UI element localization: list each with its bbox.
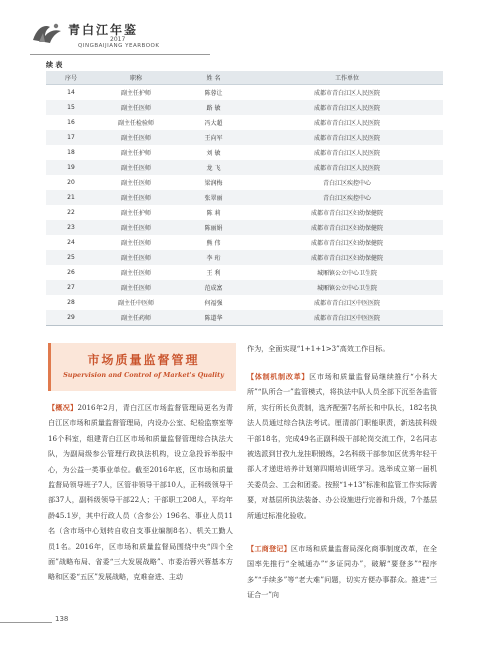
cell-number: 15 — [46, 100, 96, 115]
cell-unit: 成都市青白江区中医医院 — [251, 310, 443, 326]
table-row — [46, 85, 443, 101]
table-row — [46, 145, 443, 160]
table-row — [46, 130, 443, 145]
cell-title: 副主任检验师 — [117, 120, 154, 127]
cell-unit: 成都市青白江区中医医院 — [313, 300, 380, 307]
cell-title: 副主任医师 — [96, 220, 176, 235]
yearbook-logo-icon — [30, 18, 64, 48]
cell-name: 冯大超 — [204, 120, 223, 127]
cell-name: 陈丽娟 — [176, 220, 251, 235]
table-header-row — [46, 71, 443, 85]
cell-title: 副主任医师 — [120, 270, 151, 277]
cell-unit: 成都市青白江区人民医院 — [251, 100, 443, 115]
overview-continuation — [247, 341, 437, 356]
reform-text: 区市场和质量监督局继续推行“小科大所”“队所合一”监管模式，将执法中队人员全部下沉至各监管所，实行所长负责制，选齐配强7名所长和中队长，182名执法人员通过综合执法考试。厘清部门职能职责，新选拔科级干部18名，完成49名正副科级干部轮岗交流工作，2名同志被选派到甘孜九龙挂职锻炼，2名科级干部参加区优秀年轻干部人才递进培养计划第四期培训班学习。选举成立第一届机关委员会、工会和团委。按照“1+13”标准和监管工作实际需要，对基层所执法装备、办公设施进行完善和升级，7个基层所通过标准化验收。 — [247, 372, 437, 520]
section-banner — [48, 343, 236, 391]
cell-number: 26 — [67, 269, 75, 276]
header-year: 2017 — [110, 36, 126, 43]
table-row — [46, 190, 443, 205]
cell-title: 副主任护师 — [120, 150, 151, 157]
registration-paragraph — [247, 541, 437, 603]
cell-unit: 成都市青白江区人民医院 — [251, 130, 443, 145]
cell-unit: 成都市青白江区妇幼保健院 — [310, 210, 383, 217]
cell-number: 22 — [67, 209, 75, 216]
registration-text: 区市场和质量监督局深化商事制度改革，在全国率先推行“全城通办”“多证同办”，破解“要登多”“程序多”“手续多”等“老大难”问题，切实方便办事群众。推进“三证合一”向 — [247, 544, 438, 600]
table-row — [46, 265, 443, 280]
table-row — [46, 175, 443, 190]
cell-name: 梁润梅 — [204, 180, 223, 187]
table-row — [46, 280, 443, 295]
reform-tag: 【体制机制改革】 — [247, 372, 310, 381]
table-row — [46, 100, 443, 115]
footer-rule — [0, 622, 52, 623]
cell-title: 副主任医师 — [120, 240, 151, 247]
cell-title: 副主任医师 — [96, 100, 176, 115]
table-row — [46, 235, 443, 250]
cell-number: 24 — [67, 239, 75, 246]
cell-name: 陈蓉让 — [204, 90, 223, 97]
cell-title: 副主任医师 — [96, 190, 176, 205]
cell-unit: 城厢镇公立中心卫生院 — [251, 280, 443, 295]
cell-number: 17 — [46, 130, 96, 145]
cell-name: 范成富 — [176, 280, 251, 295]
cell-number: 14 — [67, 89, 75, 96]
cell-number: 21 — [46, 190, 96, 205]
cell-number: 19 — [46, 160, 96, 175]
cell-number: 27 — [46, 280, 96, 295]
section-title-english: Supervision and Control of Market's Quality — [63, 371, 224, 379]
table-row — [46, 295, 443, 310]
cell-name: 陈 莉 — [206, 210, 221, 217]
cell-unit: 成都市青白江区人民医院 — [313, 150, 380, 157]
cell-title: 副主任医师 — [120, 180, 151, 187]
cell-name: 陈道华 — [176, 310, 251, 326]
cell-name: 路 敏 — [176, 100, 251, 115]
cell-name: 刘 敏 — [206, 150, 221, 157]
header-rule — [30, 54, 210, 55]
cell-unit: 成都市青白江区人民医院 — [313, 120, 380, 127]
reform-paragraph — [247, 369, 437, 523]
cell-unit: 青白江区疾控中心 — [322, 180, 371, 187]
table-row — [46, 220, 443, 235]
cell-name: 熊 伟 — [206, 240, 221, 247]
cell-title: 副主任护师 — [120, 90, 151, 97]
continuation-label: 续 表 — [46, 61, 63, 69]
overview-tag: 【概况】 — [48, 403, 78, 412]
cell-name: 王向军 — [176, 130, 251, 145]
overview-text: 2016年2月，青白江区市场监督管理局更名为青白江区市场和质量监督管理局，内设办公室、纪检监察室等16个科室，组建青白江区市场和质量监督管理综合执法大队，为副局级参公管理行政执法机构，设立急投诉举报中心，为公益一类事业单位。截至2016年底，区市场和质量监督局领导班子7人，区管非领导干部10人，正科级领导干部37人，副科级领导干部22人；干部职工208人，平均年龄45.1岁，其中行政人员（含参公）196名、事业人员11名（含市场中心划转自收自支事业编制8名）、机关工勤人员1名。2016年，区市场和质量监督局围绕中央“四个全面”战略布局、省委“三大发展战略”、市委治蓉兴蓉基本方略和区委“五区”发展战略，克难奋进、主动 — [48, 403, 233, 582]
cell-number: 18 — [67, 149, 75, 156]
table-row — [46, 250, 443, 265]
header-title: 青白江年鉴 — [68, 23, 139, 37]
cell-title: 副主任医师 — [96, 130, 176, 145]
cell-title: 副主任医师 — [96, 160, 176, 175]
cell-unit: 成都市青白江区妇幼保健院 — [251, 250, 443, 265]
cell-number: 28 — [67, 299, 75, 306]
cell-unit: 成都市青白江区人民医院 — [313, 90, 380, 97]
cell-unit: 成都市青白江区人民医院 — [251, 160, 443, 175]
cell-unit: 成都市青白江区妇幼保健院 — [310, 240, 383, 247]
col-header-unit: 工作单位 — [251, 71, 443, 85]
cell-unit: 成都市青白江区妇幼保健院 — [251, 220, 443, 235]
table-row — [46, 115, 443, 130]
page-number: 138 — [55, 615, 69, 623]
cell-name: 李 珩 — [176, 250, 251, 265]
cell-title: 副主任中医师 — [117, 300, 154, 307]
col-header-title: 职称 — [96, 71, 176, 85]
table-row — [46, 310, 443, 326]
registration-tag: 【工商登记】 — [247, 544, 291, 553]
cell-name: 王 利 — [206, 270, 221, 277]
table-body — [46, 85, 443, 326]
cell-title: 副主任药师 — [96, 310, 176, 326]
cell-name: 龙 飞 — [176, 160, 251, 175]
cell-title: 副主任护师 — [120, 210, 151, 217]
table-row — [46, 160, 443, 175]
header-english-title: QINGBAIJIANG YEARBOOK — [78, 43, 160, 49]
table-row — [46, 205, 443, 220]
cell-name: 张翠丽 — [176, 190, 251, 205]
cell-number: 16 — [67, 119, 75, 126]
col-header-number: 序号 — [46, 71, 96, 85]
cell-number: 25 — [46, 250, 96, 265]
overview-paragraph — [48, 400, 233, 585]
cell-title: 副主任医师 — [96, 280, 176, 295]
cell-unit: 城厢镇公立中心卫生院 — [316, 270, 377, 277]
cell-unit: 青白江区疾控中心 — [251, 190, 443, 205]
section-title: 市场质量监督管理 — [87, 353, 200, 367]
personnel-table — [46, 71, 443, 326]
cell-title: 副主任医师 — [96, 250, 176, 265]
cell-name: 何福强 — [204, 300, 223, 307]
cell-number: 23 — [46, 220, 96, 235]
cell-number: 29 — [46, 310, 96, 326]
continuation-text: 作为，全面实现“1+1+1>3”高效工作目标。 — [247, 344, 390, 353]
col-header-name: 姓 名 — [176, 71, 251, 85]
cell-number: 20 — [67, 179, 75, 186]
